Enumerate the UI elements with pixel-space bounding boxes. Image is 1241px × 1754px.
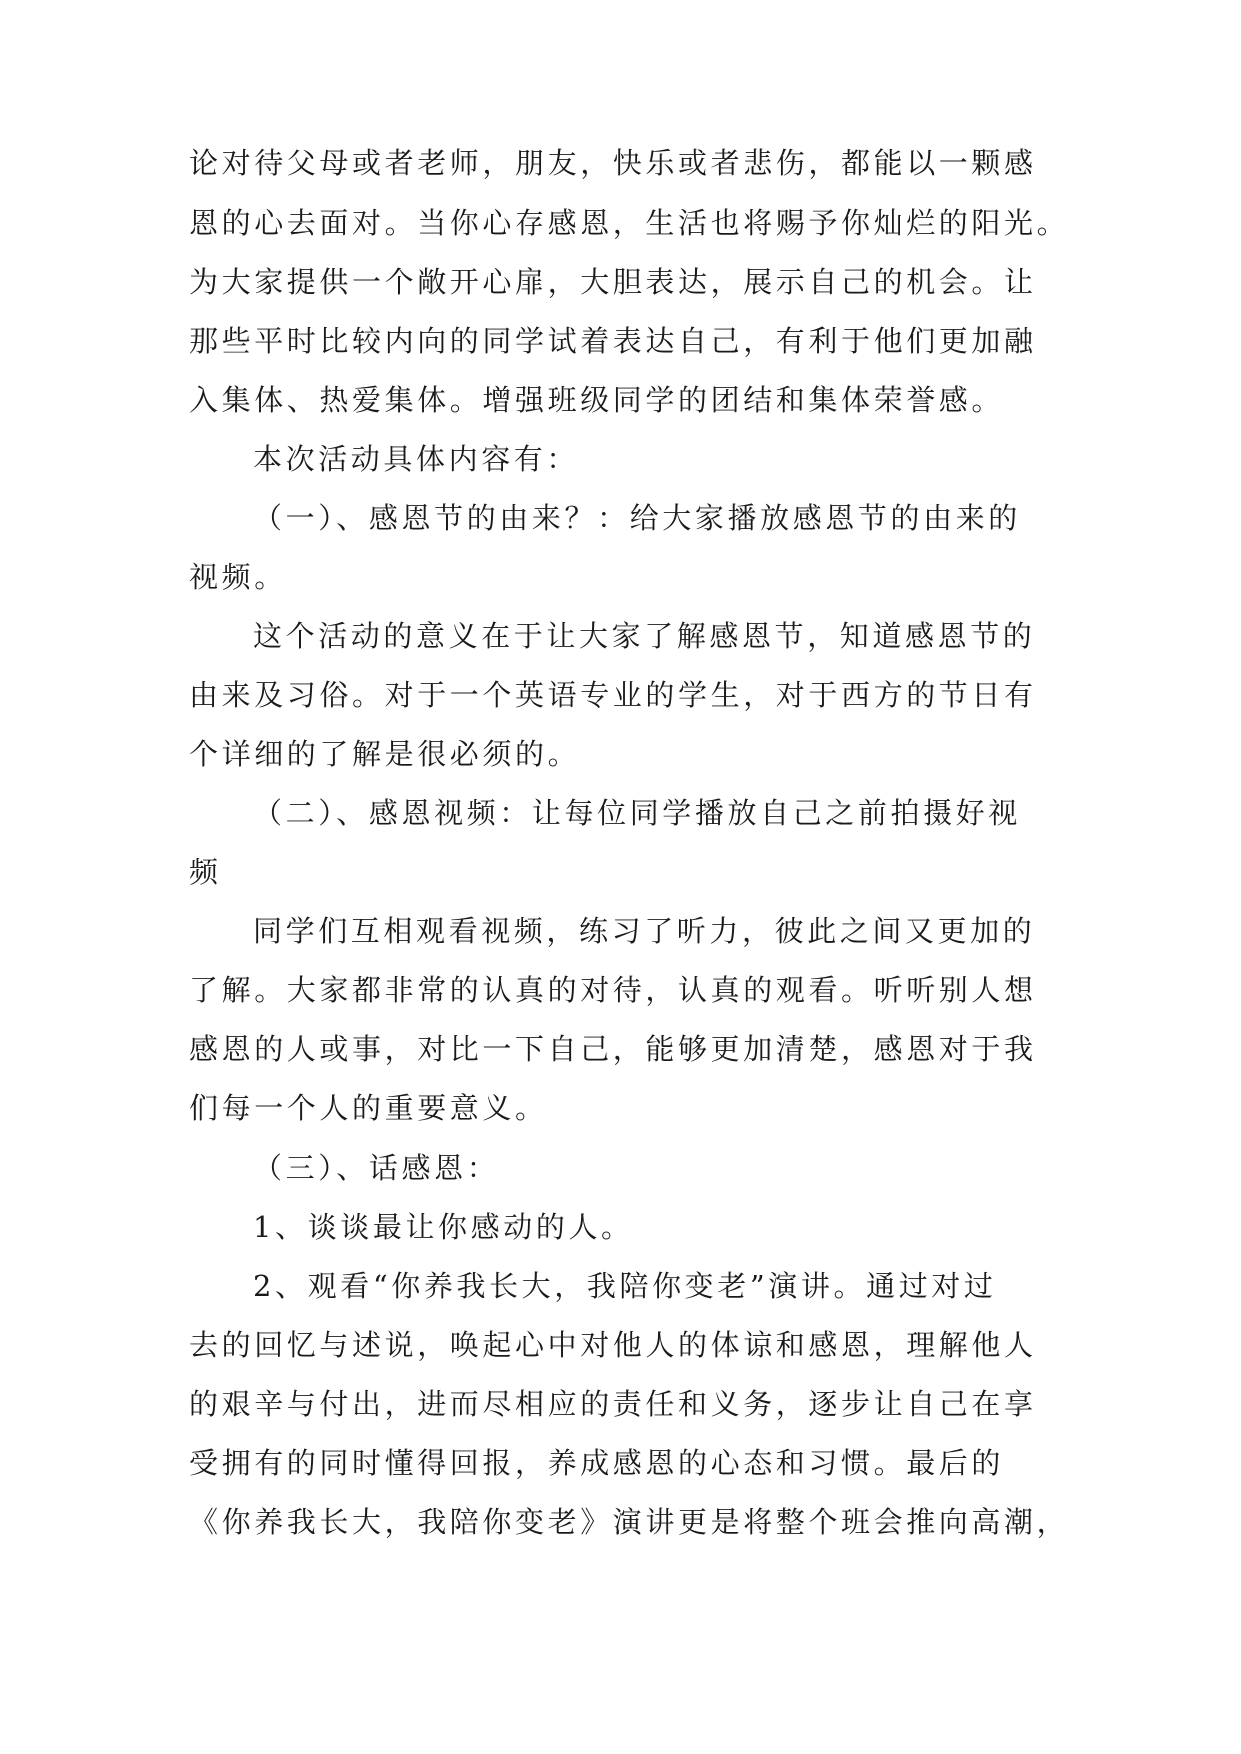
- text-line: 同学们互相观看视频，练习了听力，彼此之间又更加的: [253, 914, 1036, 948]
- text-line: 个详细的了解是很必须的。: [189, 737, 581, 771]
- text-line: 的艰辛与付出，进而尽相应的责任和义务，逐步让自己在享: [189, 1387, 1037, 1421]
- text-line: 论对待父母或者老师，朋友，快乐或者悲伤，都能以一颗感: [189, 146, 1037, 180]
- text-line: 这个活动的意义在于让大家了解感恩节，知道感恩节的: [253, 619, 1036, 653]
- text-line: 恩的心去面对。当你心存感恩，生活也将赐予你灿烂的阳光。: [189, 206, 1070, 240]
- section-heading: （二）、感恩视频：让每位同学播放自己之前拍摄好视: [253, 796, 1021, 830]
- text-line: 视频。: [189, 560, 287, 594]
- text-line: 为大家提供一个敞开心扉，大胆表达，展示自己的机会。让: [189, 265, 1037, 299]
- list-item: 2、观看“你养我长大，我陪你变老”演讲。通过对过: [253, 1269, 997, 1303]
- section-heading: （一）、感恩节的由来？：给大家播放感恩节的由来的: [253, 501, 1021, 535]
- text-line: 那些平时比较内向的同学试着表达自己，有利于他们更加融: [189, 324, 1037, 358]
- text-line: 由来及习俗。对于一个英语专业的学生，对于西方的节日有: [189, 678, 1037, 712]
- text-line: 去的回忆与述说，唤起心中对他人的体谅和感恩，理解他人: [189, 1328, 1037, 1362]
- text-line: 本次活动具体内容有：: [253, 442, 580, 476]
- text-line: 了解。大家都非常的认真的对待，认真的观看。听听别人想: [189, 973, 1037, 1007]
- text-line: 《你养我长大，我陪你变老》演讲更是将整个班会推向高潮，: [189, 1505, 1070, 1539]
- list-item: 1、谈谈最让你感动的人。: [253, 1210, 634, 1244]
- text-line: 入集体、热爱集体。增强班级同学的团结和集体荣誉感。: [189, 383, 1005, 417]
- text-line: 受拥有的同时懂得回报，养成感恩的心态和习惯。最后的: [189, 1446, 1005, 1480]
- text-line: 们每一个人的重要意义。: [189, 1091, 548, 1125]
- text-line: 频: [189, 855, 222, 889]
- section-heading: （三）、话感恩：: [253, 1151, 500, 1185]
- text-line: 感恩的人或事，对比一下自己，能够更加清楚，感恩对于我: [189, 1032, 1037, 1066]
